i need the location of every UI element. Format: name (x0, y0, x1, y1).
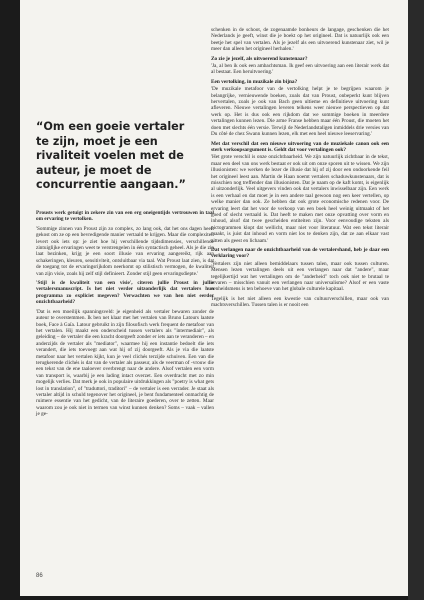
right-column (211, 27, 389, 312)
answer-paragraph: schenken in de schoot, de zogenaamde bonheurs de langage, geschenken die het Nederlands je geeft, winst die je boekt op het origineel. Dat is natuurlijk ook een beetje het spel van vertalen. Als je jezelf als een uitvoerend kunstenaar ziet, wil je meer dan alleen het origineel herhalen.' (211, 27, 389, 53)
question-heading: Met dat verschil dat een nieuwe uitvoering van de muziekale canon ook een sterk verkoopsargument is. Geldt dat voor vertalingen ook? (211, 140, 389, 153)
answer-paragraph: 'Sommige zinnen van Proust zijn zo complex, zo lang ook, dat het ons dagen heeft gekost om ze op een bevredigende manier vertaald te krijgen. Maar die complexiteit levert ook iets op: je ziet hoe hij verschillende tijdsdimensies, verschillende zintuiglijke ervaringen weet te verstrengelen in één syntactisch geheel. Als je die zin laat bezinken, krijg je een soort illusie van ervaring aangereikt, rijk aan schakeringen, kleuren, sensitiviteit, ontsluitbaar via taal. Wat Proust laat zien, is dat de toegang tot de ervaringsrijkdom neerkomt op stilistisch vermogen, de kwaliteit van zijn visie, zoals hij zelf stijl definieert. Zonder stijl geen ervaringsdiepte.' (36, 225, 214, 277)
intro-question: Prousts werk getuigt in zekere zin van een erg oneigentijds vertrouwen in taal om ervaring te vertolken. (36, 210, 214, 223)
page-number: 86 (36, 573, 43, 579)
answer-paragraph: 'Ja, al ben ik ook een ambachtsman. Ik geef een uitvoering aan een literair werk dat al bestaat. Een heruitvoering.' (211, 63, 389, 76)
question-heading: Een vertolking, in muzikale zin bijna? (211, 78, 298, 85)
question-paragraph: 'Stijl is de kwaliteit van een visie', citeren jullie Proust in jullie vertalersmanuscript. Is het niet verder uitzonderlijk dat vertalers hun programma zo expliciet megeven? Verwachten we van hen niet eerder onzichtbaarheid? (36, 280, 214, 306)
pull-quote: “Om een goeie vertaler te zijn, moet je een rivaliteit voelen met de auteur, je moet de concurrentie aangaan.” (36, 120, 186, 192)
answer-paragraph: Tegelijk is het niet alleen een kwestie van cultuurverschillen, maar ook van machtsverschillen. Tussen talen is er nooit een (211, 295, 389, 309)
scan-edge (408, 0, 424, 600)
question-heading: Dat verlangen naar de onzichtbaarheid van de vertalershand, heb je daar een verklaring voor? (211, 247, 389, 260)
answer-paragraph: 'Het grote verschil is onze onzichtbaarheid. We zijn natuurlijk zichtbaar in de tekst, maar een deel van ons werk bestaat er ook uit om onze sporen uit te wissen. We zijn illusionisten: we werken de lezer de illusie dat hij of zij door een ondoorkende feil het origineel leest aan. Martin de Haan noemt vertalers schaduwkunstenaars, dat is misschien nog treffender dan illusionisten. Dat je naam op de kaft komt, is eigenlijk al uitzonderlijk. Veel uitgevers vinden ook dat vertalers inwisselbaar zijn. Een werk is een verhaal en dat moet je in een andere taal gewoon nog een keer vertellen, op welke manier dan ook. Ze hebben dat ook grote economische redenen voor. De ervaring leert dat het voor de verkoop van een boek heel weinig uitmaakt of het goed of slecht vertaald is. Dat heeft te maken met onze opvatting over vorm en inhoud, alsof dat twee gescheiden entiteiten zijn. Voor eenvoudige teksten als pictogrammen klopt dat wellicht, maar niet voor literatuur. Wat een tekst literair maakt, is juist dat inhoud en vorm niet los te denken zijn, dat ze aan elkaar vast zitten als geest en lichaam.' (211, 154, 389, 244)
left-column (36, 210, 214, 421)
answer-paragraph: 'De muzikale metafoor van de vertolking helpt je te begrijpen waarom je belangrijke, vernieuwende boeken, zoals dat van Proust, onbeperkt kunt blijven hervertalen, zoals je ook van Bach geen ultieme en definitieve uitvoering kunt afleveren. Nieuwe vertalingen leveren telkens weer nieuwe perspectieven op dat werk op. Het is dus ook een rijkdom dat we sommige boeken in meerdere vertalingen kunnen lezen. Die arme Franse hebben maar één Proust, die moeten het doen met slechts één versie. Terwijl de Nederlandstaligen inmiddels drie versies van Du côté de chez Swann kunnen lezen, elk met een heel nieuwe leeservaring.' (211, 86, 389, 138)
question-heading: Zo zie je jezelf, als uitvoerend kunstenaar? (211, 55, 308, 62)
answer-paragraph: 'Vertalers zijn niet alleen bemiddelaars tussen talen, maar ook tussen culturen. Mensen lezen vertalingen deels uit een verlangen naar dat "andere", maar tegelijkertijd wat het vertalingen om de "anderheid" toch ook niet te brutaal te ervaren – misschien vanuit een verlangen naar universalisme? Alsof er een vaste eenheidsmens is ten behoeve van het globale culturele kapitaal. (211, 260, 389, 293)
answer-paragraph: 'Dat is een moeilijk spanningsveld: je eigenheid als vertaler bewaren zonder de auteur te overstemmen. Ik ben net klaar met het vertalen van Bruno Latours laatste boek, Face à Gaïa. Latour gebruikt in zijn filosofisch werk frequent de metafoor van het vertalen. Hij maakt een onderscheid tussen vertalers als "intermediair", als geleiding – de vertaler die een kracht doorgeeft zonder er iets aan te veranderen – en anderzijds de vertaler als "mediator", waarmee hij een instantie bedoelt die iets verandert, die iets toevoegt aan wat hij of zij doorgeeft. Als je via die laatste metafoor naar het vertalen kijkt, kun je veel clichés terzijde schuiven. Een van die terugkerende clichés is dat van de vertaler als passeur, als de veerman of -vrouw die een tekst van de ene taaloever overbrengt naar de andere. Alsof vertalen een vorm van transport is, waarbij je een lading intact overzet. Een overdracht met zo min mogelijk verlies. Dat merk je ook in populaire uitdrukkingen als "poetry is what gets lost in translation", of "traduttori, traditori" – de vertaler is een verrader. Je staat als vertaler altijd in schuld tegenover het origineel, je bent fundamenteel onmachtig de ruimere essentie van het gedicht, van de literaire goederen, over te zetten. Maar waarom zou je ook niet in termen van winst kunnen denken? Soms – vaak – vallen je ge- (36, 308, 214, 418)
